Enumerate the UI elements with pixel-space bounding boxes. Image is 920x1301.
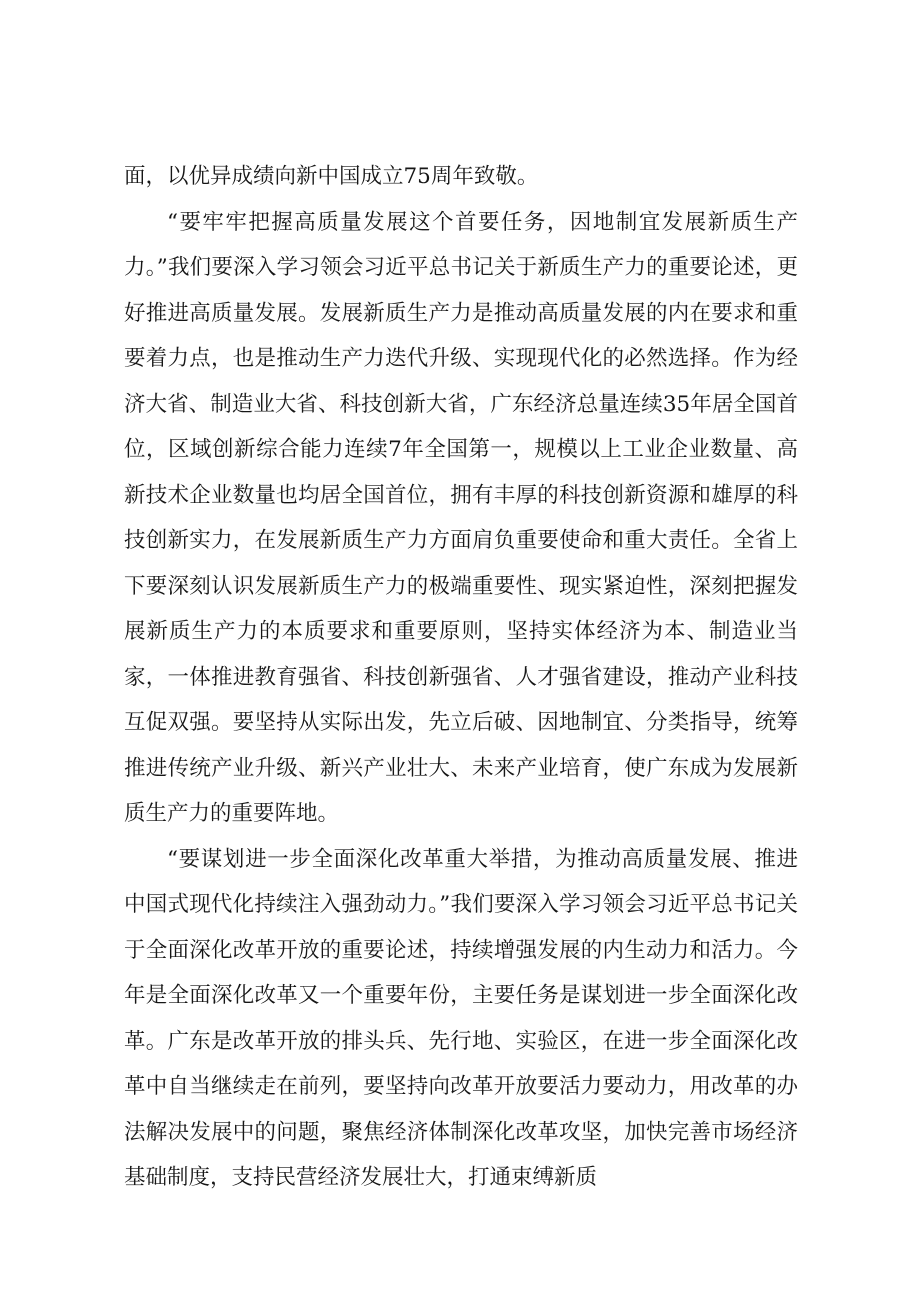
paragraph-deepening-reform: “要谋划进一步全面深化改革重大举措，为推动高质量发展、推进中国式现代化持续注入强劲动力。”我们要深入学习领会习近平总书记关于全面深化改革开放的重要论述，持续增强发展的内生动力和活力。今年是全面深化改革又一个重要年份，主要任务是谋划进一步全面深化改革。广东是改革开放的排头兵、先行地、实验区，在进一步全面深化改革中自当继续走在前列，要坚持向改革开放要活力要动力，用改革的办法解决发展中的问题，聚焦经济体制深化改革攻坚，加快完善市场经济基础制度，支持民营经济发展壮大，打通束缚新质 bbox=[124, 846, 798, 1190]
paragraph-continuation: 面，以优异成绩向新中国成立75周年致敬。 bbox=[124, 164, 539, 189]
document-body bbox=[124, 154, 798, 1201]
paragraph-new-quality-productivity: “要牢牢把握高质量发展这个首要任务，因地制宜发展新质生产力。”我们要深入学习领会习近平总书记关于新质生产力的重要论述，更好推进高质量发展。发展新质生产力是推动高质量发展的内在要求和重要着力点，也是推动生产力迭代升级、实现现代化的必然选择。作为经济大省、制造业大省、科技创新大省，广东经济总量连续35年居全国首位，区域创新综合能力连续7年全国第一，规模以上工业企业数量、高新技术企业数量也均居全国首位，拥有丰厚的科技创新资源和雄厚的科技创新实力，在发展新质生产力方面肩负重要使命和重大责任。全省上下要深刻认识发展新质生产力的极端重要性、现实紧迫性，深刻把握发展新质生产力的本质要求和重要原则，坚持实体经济为本、制造业当家，一体推进教育强省、科技创新强省、人才强省建设，推动产业科技互促双强。要坚持从实际出发，先立后破、因地制宜、分类指导，统筹推进传统产业升级、新兴产业壮大、未来产业培育，使广东成为发展新质生产力的重要阵地。 bbox=[124, 209, 798, 826]
